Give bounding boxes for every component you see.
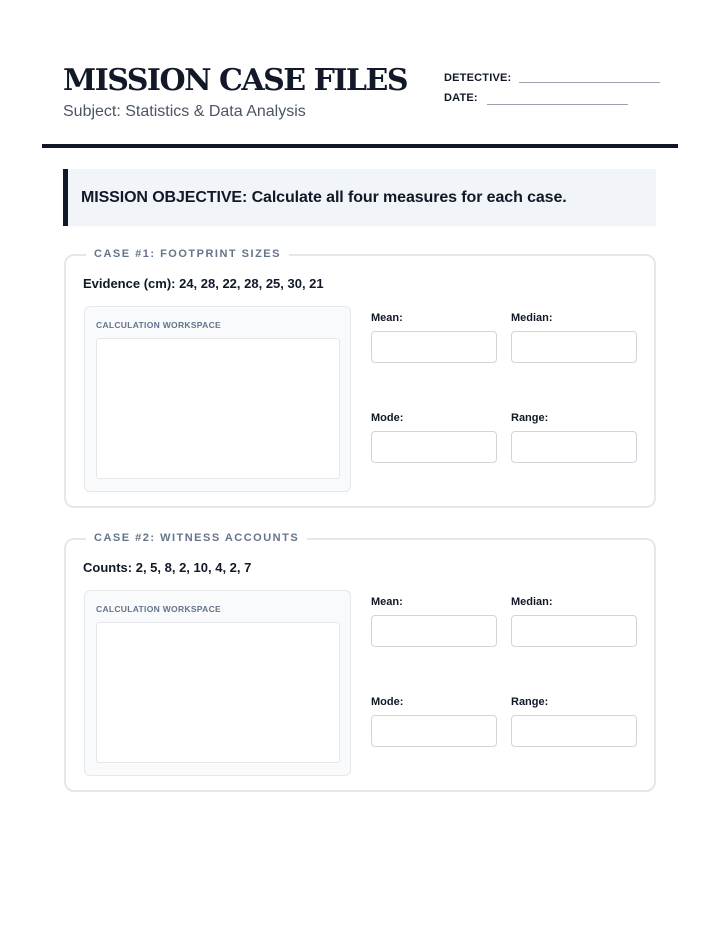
objective-text: MISSION OBJECTIVE: Calculate all four measures for each case. [81, 188, 567, 206]
workspace-area[interactable] [96, 338, 340, 479]
median-input[interactable] [511, 331, 637, 363]
date-field[interactable] [487, 104, 628, 105]
case-evidence: Evidence (cm): 24, 28, 22, 28, 25, 30, 21 [83, 276, 324, 291]
detective-field[interactable] [519, 82, 660, 83]
calculation-workspace [84, 306, 351, 492]
mode-label: Mode: [371, 412, 404, 424]
mode-input[interactable] [371, 715, 497, 747]
case-card-2 [64, 532, 656, 792]
range-label: Range: [511, 412, 549, 424]
page-title: MISSION CASE FILES [63, 63, 408, 98]
page-subtitle: Subject: Statistics & Data Analysis [63, 103, 306, 120]
mean-input[interactable] [371, 615, 497, 647]
range-input[interactable] [511, 715, 637, 747]
case-tag: CASE #1: FOOTPRINT SIZES [86, 247, 289, 261]
meta-fields [444, 64, 656, 104]
range-label: Range: [511, 696, 549, 708]
case-card-1 [64, 248, 656, 508]
mean-label: Mean: [371, 596, 403, 608]
mission-objective [63, 169, 656, 226]
case-evidence: Counts: 2, 5, 8, 2, 10, 4, 2, 7 [83, 560, 252, 575]
workspace-label: CALCULATION WORKSPACE [96, 320, 221, 330]
median-label: Median: [511, 596, 553, 608]
workspace-area[interactable] [96, 622, 340, 763]
page-header [63, 64, 663, 134]
mode-label: Mode: [371, 696, 404, 708]
calculation-workspace [84, 590, 351, 776]
date-row [444, 84, 656, 104]
median-label: Median: [511, 312, 553, 324]
date-label: DATE: [444, 92, 478, 104]
detective-label: DETECTIVE: [444, 72, 512, 84]
case-tag: CASE #2: WITNESS ACCOUNTS [86, 531, 307, 545]
workspace-label: CALCULATION WORKSPACE [96, 604, 221, 614]
range-input[interactable] [511, 431, 637, 463]
mode-input[interactable] [371, 431, 497, 463]
header-divider [42, 144, 678, 148]
mean-label: Mean: [371, 312, 403, 324]
detective-row [444, 64, 656, 84]
median-input[interactable] [511, 615, 637, 647]
mean-input[interactable] [371, 331, 497, 363]
